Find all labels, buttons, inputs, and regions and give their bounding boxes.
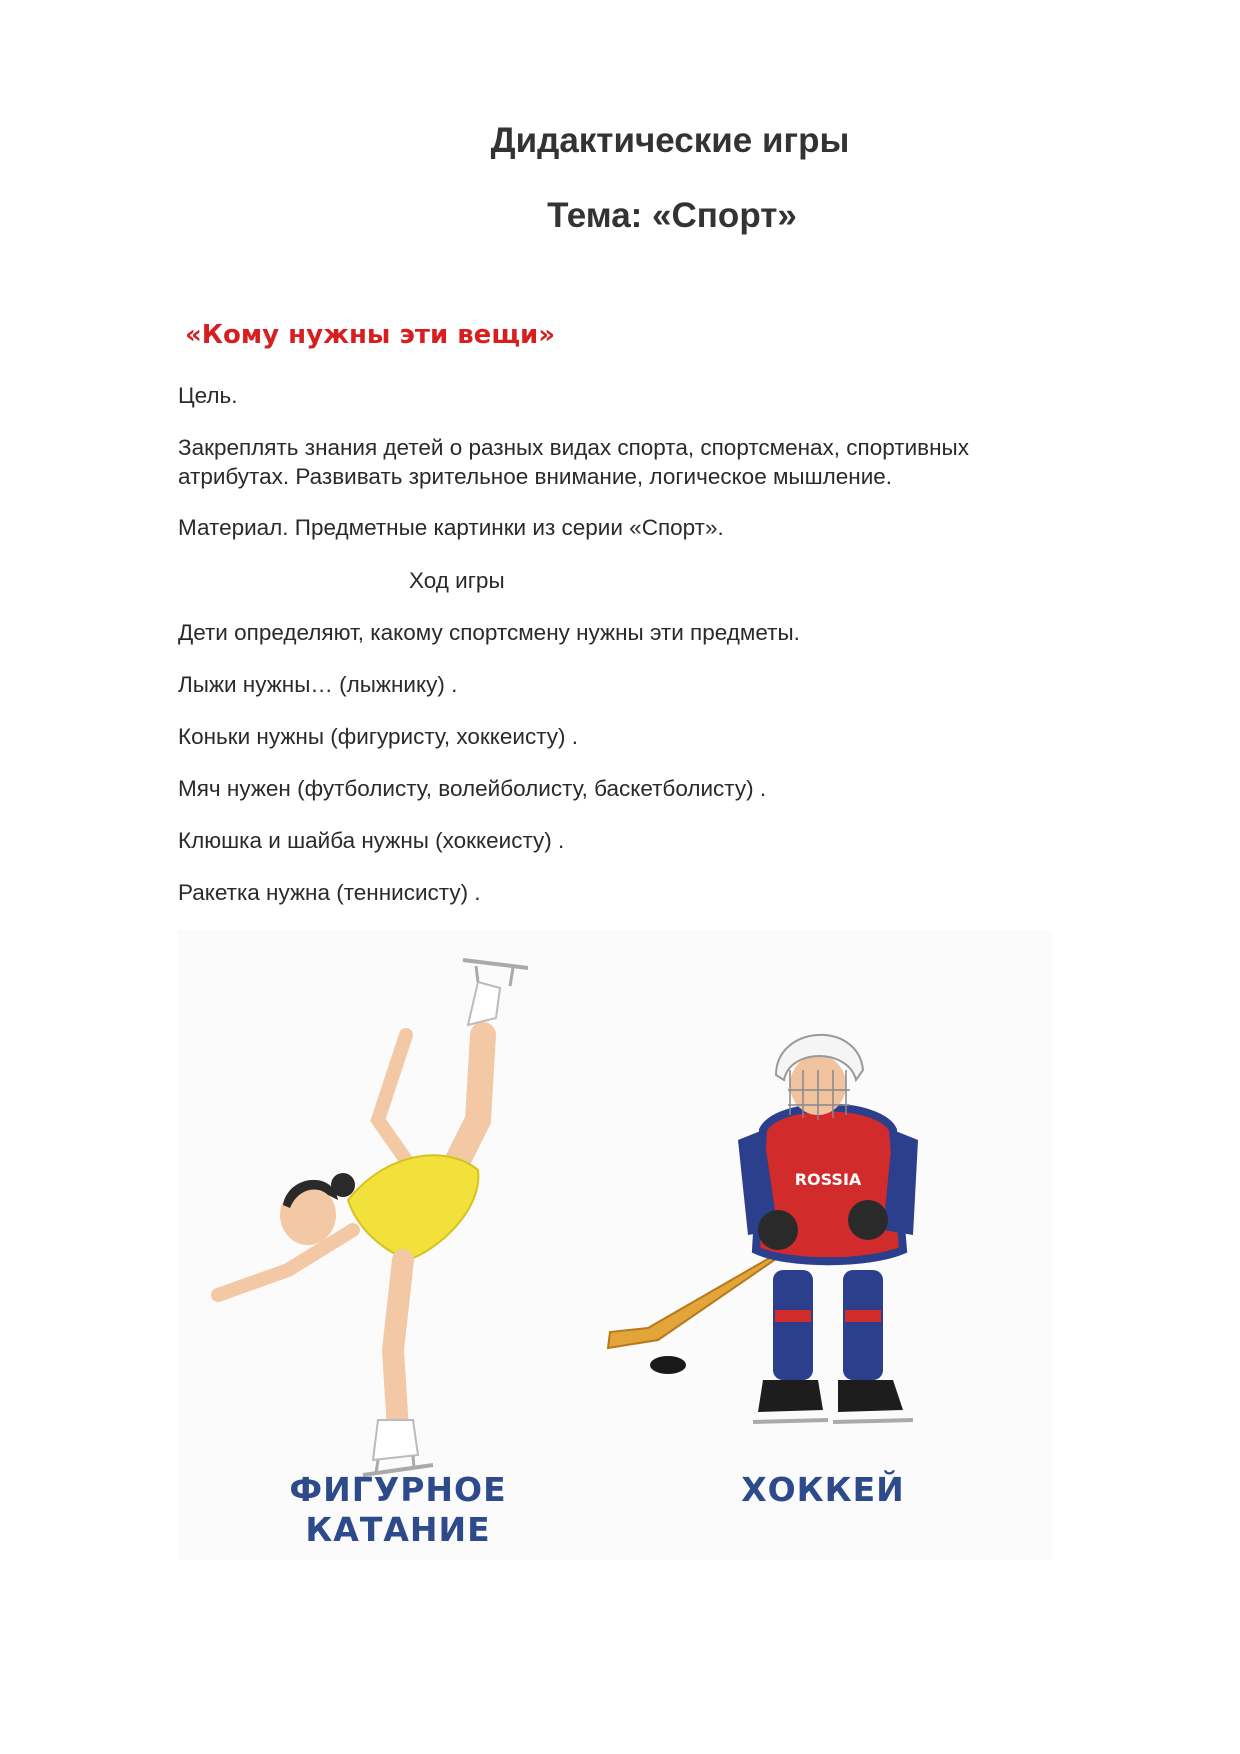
document-title: Дидактические игры (490, 121, 850, 160)
answer-line: Мяч нужен (футболисту, волейболисту, баскетболисту) . (178, 776, 767, 801)
jersey-text: ROSSIA (794, 1170, 862, 1189)
hockey-player-image (608, 1035, 918, 1422)
intro-text: Дети определяют, какому спортсмену нужны эти предметы. (178, 620, 800, 645)
answer-line: Лыжи нужны… (лыжнику) . (178, 672, 458, 697)
material-text: Материал. Предметные картинки из серии «Спорт». (178, 515, 724, 540)
caption-figure-skating (268, 1470, 528, 1550)
sport-illustration (178, 930, 1052, 1560)
sport-illustration-svg (178, 930, 1052, 1560)
game-title: «Кому нужны эти вещи» (185, 320, 556, 350)
figure-skater-image (218, 960, 528, 1475)
answer-line: Коньки нужны (фигуристу, хоккеисту) . (178, 724, 579, 749)
caption-figure-skating-line2: КАТАНИЕ (305, 1510, 491, 1549)
goal-text: Закреплять знания детей о разных видах спорта, спортсменах, спортивных атрибутах. Развивать зрительное внимание, логическое мышление. (178, 435, 969, 489)
answer-line: Клюшка и шайба нужны (хоккеисту) . (178, 828, 565, 853)
answer-line: Ракетка нужна (теннисисту) . (178, 880, 481, 905)
game-course-heading: Ход игры (409, 568, 505, 593)
document-subtitle: Тема: «Спорт» (547, 196, 797, 235)
goal-label: Цель. (178, 383, 238, 408)
caption-hockey: ХОККЕЙ (741, 1470, 905, 1509)
caption-figure-skating-line1: ФИГУРНОЕ (289, 1470, 507, 1509)
